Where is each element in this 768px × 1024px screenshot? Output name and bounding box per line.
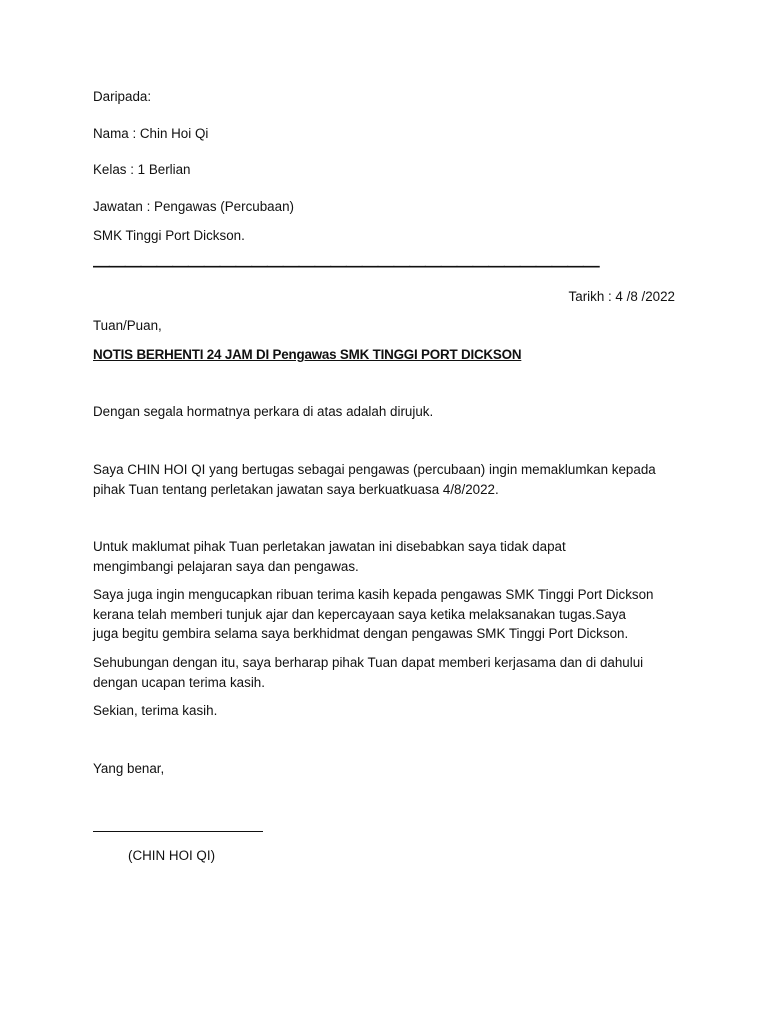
body-paragraph-3-line-1: Untuk maklumat pihak Tuan perletakan jawatan ini disebabkan saya tidak dapat [93,539,566,554]
letter-date: Tarikh : 4 /8 /2022 [568,289,675,304]
body-paragraph-2-line-2: pihak Tuan tentang perletakan jawatan saya berkuatkuasa 4/8/2022. [93,481,499,497]
body-paragraph-5 [93,653,683,692]
body-paragraph-1: Dengan segala hormatnya perkara di atas adalah dirujuk. [93,404,434,419]
sender-name: Nama : Chin Hoi Qi [93,126,209,141]
signature-line [93,831,263,832]
sender-class: Kelas : 1 Berlian [93,162,191,177]
body-paragraph-4-line-3: juga begitu gembira selama saya berkhidmat dengan pengawas SMK Tinggi Port Dickson. [93,626,629,641]
sender-position: Jawatan : Pengawas (Percubaan) [93,199,294,214]
letter-subject: NOTIS BERHENTI 24 JAM DI Pengawas SMK TINGGI PORT DICKSON [93,347,522,362]
body-paragraph-4 [93,585,683,644]
body-paragraph-6: Sekian, terima kasih. [93,703,218,718]
sender-school: SMK Tinggi Port Dickson. [93,228,245,243]
body-paragraph-4-line-2: kerana telah memberi tunjuk ajar dan kepercayaan saya ketika melaksanakan tugas.Saya [93,606,626,622]
separator-line: ———————————————————————————————— [93,256,599,275]
body-paragraph-3 [93,537,683,576]
body-paragraph-5-line-2: dengan ucapan terima kasih. [93,674,265,690]
signature-name: (CHIN HOI QI) [128,848,216,863]
body-paragraph-2-line-1: Saya CHIN HOI QI yang bertugas sebagai pengawas (percubaan) ingin memaklumkan kepada [93,462,656,477]
sender-heading: Daripada: [93,89,152,104]
body-paragraph-5-line-1: Sehubungan dengan itu, saya berharap pihak Tuan dapat memberi kerjasama dan di dahului [93,655,644,670]
salutation: Tuan/Puan, [93,318,162,333]
body-paragraph-2 [93,460,683,499]
closing: Yang benar, [93,761,165,776]
body-paragraph-4-line-1: Saya juga ingin mengucapkan ribuan terima kasih kepada pengawas SMK Tinggi Port Dickson [93,587,654,602]
body-paragraph-3-line-2: mengimbangi pelajaran saya dan pengawas. [93,558,359,574]
